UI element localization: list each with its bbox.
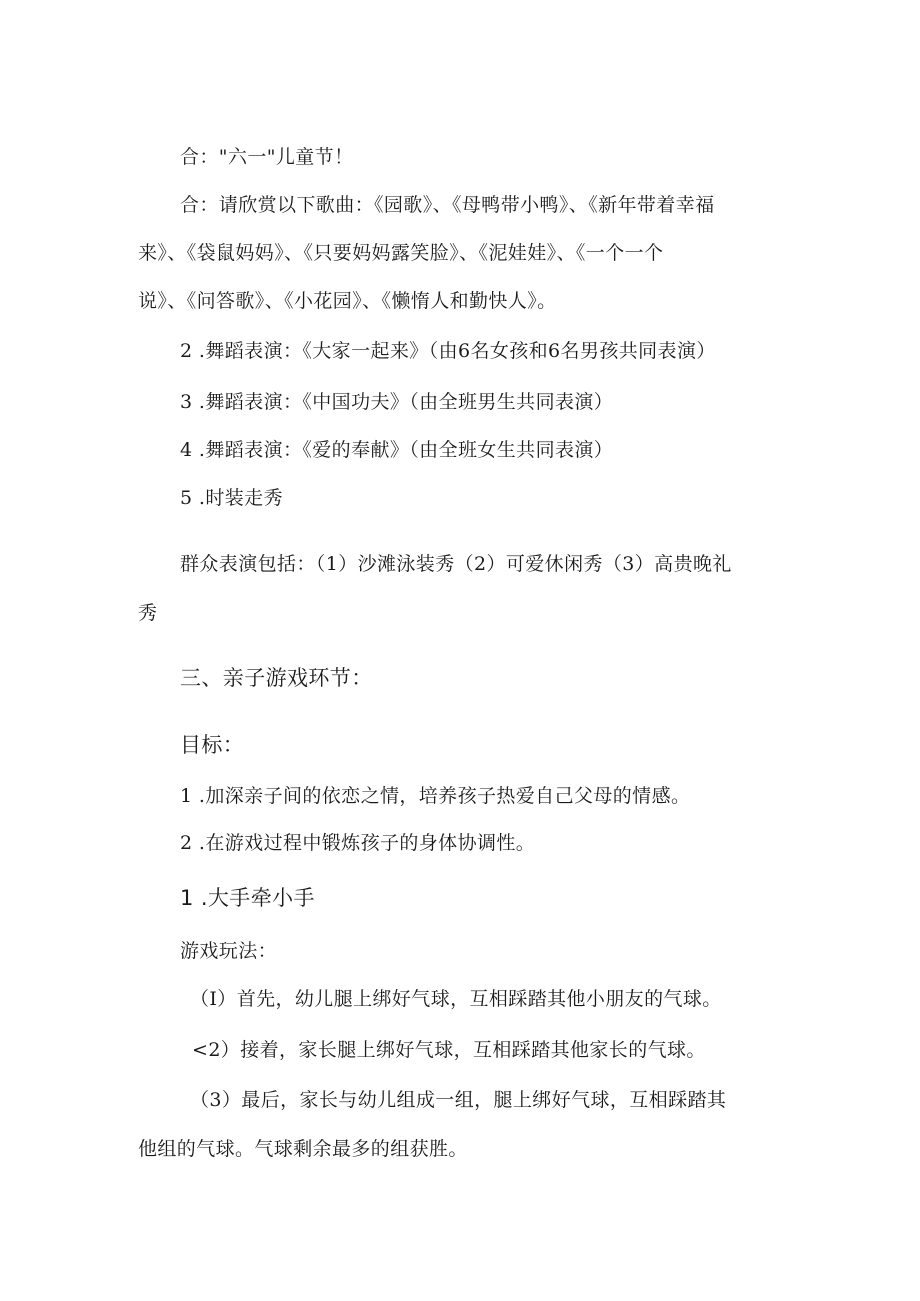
- goal-item-2: 2 .在游戏过程中锻炼孩子的身体协调性。: [180, 832, 536, 854]
- mass-show-line-2: 秀: [138, 602, 158, 624]
- goals-heading: 目标：: [180, 733, 245, 757]
- mass-show-line-1: 群众表演包括：（1）沙滩泳装秀（2）可爱休闲秀（3）高贵晚礼: [180, 553, 732, 575]
- song-list-line-3: 说》、《问答歌》、《小花园》、《懒惰人和勤快人》。: [138, 290, 557, 312]
- program-item-2: 2 .舞蹈表演：《大家一起来》（由6名女孩和6名男孩共同表演）: [180, 340, 716, 362]
- section-heading: 三、亲子游戏环节：: [180, 666, 373, 690]
- gameplay-step-1: （I）首先，幼儿腿上绑好气球，互相踩踏其他小朋友的气球。: [190, 988, 722, 1010]
- chorus-line-2: 合：请欣赏以下歌曲：《园歌》、《母鸭带小鸭》、《新年带着幸福: [180, 194, 715, 216]
- program-item-4: 4 .舞蹈表演：《爱的奉献》（由全班女生共同表演）: [180, 439, 614, 461]
- gameplay-step-3-line-1: （3）最后，家长与幼儿组成一组，腿上绑好气球，互相踩踏其: [190, 1089, 727, 1111]
- gameplay-step-2: <2）接着，家长腿上绑好气球，互相踩踏其他家长的气球。: [192, 1039, 706, 1061]
- gameplay-heading: 游戏玩法：: [180, 940, 278, 962]
- program-item-3: 3 .舞蹈表演：《中国功夫》（由全班男生共同表演）: [180, 391, 614, 413]
- song-list-line-2: 来》、《袋鼠妈妈》、《只要妈妈露笑脸》、《泥娃娃》、《一个一个: [138, 242, 664, 264]
- chorus-line-1: 合："六一"儿童节！: [180, 146, 354, 168]
- gameplay-step-3-line-2: 他组的气球。气球剩余最多的组获胜。: [138, 1138, 468, 1160]
- program-item-5: 5 .时装走秀: [180, 487, 283, 509]
- goal-item-1: 1 .加深亲子间的依恋之情，培养孩子热爱自己父母的情感。: [180, 785, 691, 807]
- game-title: 1 .大手牵小手: [180, 886, 315, 910]
